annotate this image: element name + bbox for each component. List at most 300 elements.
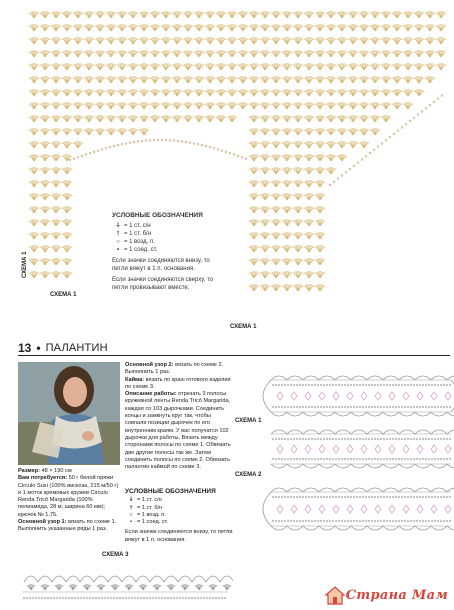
stitch-shell	[249, 24, 259, 31]
chain-stitch	[320, 458, 322, 460]
chain-stitch	[362, 438, 364, 440]
chain-stitch	[89, 597, 91, 599]
chain-stitch	[158, 597, 160, 599]
stitch-shell	[194, 37, 204, 44]
chain-stitch	[86, 597, 88, 599]
chain-stitch	[410, 384, 412, 386]
stitch-shell	[29, 232, 39, 239]
stitch-shell	[106, 115, 116, 122]
stitch-shell	[282, 245, 292, 252]
stitch-shell	[96, 584, 105, 590]
chain-stitch	[209, 597, 211, 599]
chain-stitch	[35, 597, 37, 599]
stitch-shell	[249, 128, 259, 135]
stitch-shell	[260, 89, 270, 96]
chain-stitch	[374, 438, 376, 440]
chain-stitch	[284, 496, 286, 498]
chain-stitch	[419, 520, 421, 522]
stitch-shell	[150, 11, 160, 18]
chain-stitch	[314, 384, 316, 386]
stitch-shell	[95, 24, 105, 31]
stitch-shell	[337, 154, 347, 161]
chain-stitch	[392, 458, 394, 460]
chain-stitch	[69, 159, 71, 161]
stitch-shell	[293, 245, 303, 252]
stitch-shell	[304, 245, 314, 252]
stitch-shell	[293, 258, 303, 265]
chain-stitch	[311, 496, 313, 498]
chain-stitch	[440, 438, 442, 440]
chain-stitch	[347, 406, 349, 408]
stitch-shell	[348, 63, 358, 70]
chain-stitch	[356, 496, 358, 498]
chain-stitch	[350, 438, 352, 440]
chain-stitch	[68, 597, 70, 599]
size-paragraph: Размер: 48 × 190 см	[18, 468, 72, 474]
stitch-shell	[370, 89, 380, 96]
chain-stitch	[416, 406, 418, 408]
stitch-shell	[40, 271, 50, 278]
chain-stitch	[275, 384, 277, 386]
stitch-shell	[271, 219, 281, 226]
stitch-shell	[51, 232, 61, 239]
stitch-shell	[29, 180, 39, 187]
chain-stitch	[398, 520, 400, 522]
stitch-shell	[62, 167, 72, 174]
stitch-shell	[293, 11, 303, 18]
stitch-shell	[150, 115, 160, 122]
stitch-shell	[315, 115, 325, 122]
schema-label: СХЕМА 2	[235, 472, 262, 478]
chain-stitch	[275, 520, 277, 522]
chain-stitch	[302, 520, 304, 522]
stitch-shell	[348, 76, 358, 83]
chain-stitch	[413, 458, 415, 460]
edging-arch	[164, 576, 178, 582]
chain-stitch	[349, 168, 351, 170]
stitch-shell	[304, 193, 314, 200]
stitch-shell	[26, 584, 35, 590]
stitch-shell	[62, 245, 72, 252]
stitch-shell	[124, 584, 133, 590]
stitch-shell	[381, 24, 391, 31]
stitch-shell	[326, 141, 336, 148]
chain-stitch	[446, 458, 448, 460]
chain-stitch	[404, 384, 406, 386]
chain-stitch	[152, 597, 154, 599]
stitch-shell	[40, 102, 50, 109]
chain-stitch	[293, 496, 295, 498]
stitch-shell	[40, 180, 50, 187]
stitch-shell	[304, 11, 314, 18]
stitch-shell	[172, 63, 182, 70]
stitch-shell	[392, 37, 402, 44]
stitch-shell	[51, 180, 61, 187]
stitch-shell	[337, 63, 347, 70]
stitch-shell	[128, 76, 138, 83]
chain-stitch	[161, 139, 163, 141]
chain-stitch	[326, 438, 328, 440]
stitch-shell	[260, 167, 270, 174]
stitch-shell	[282, 167, 292, 174]
chain-stitch	[380, 384, 382, 386]
edging-arch	[220, 576, 233, 582]
chain-stitch	[377, 496, 379, 498]
chain-stitch	[47, 597, 49, 599]
chain-stitch	[449, 520, 451, 522]
stitch-shell	[282, 141, 292, 148]
chain-stitch	[443, 406, 445, 408]
chain-stitch	[377, 458, 379, 460]
stitch-shell	[293, 89, 303, 96]
stitch-shell	[315, 154, 325, 161]
chain-stitch	[311, 406, 313, 408]
chain-stitch	[314, 458, 316, 460]
chain-stitch	[359, 384, 361, 386]
chain-stitch	[77, 156, 79, 158]
stitch-shell	[139, 37, 149, 44]
stitch-shell	[205, 24, 215, 31]
stitch-shell	[29, 167, 39, 174]
chain-stitch	[89, 152, 91, 154]
chain-stitch	[395, 438, 397, 440]
chain-stitch	[446, 406, 448, 408]
stitch-shell	[40, 219, 50, 226]
chain-stitch	[377, 438, 379, 440]
chain-stitch	[347, 520, 349, 522]
stitch-shell	[51, 128, 61, 135]
chain-stitch	[122, 597, 124, 599]
stitch-shell	[293, 37, 303, 44]
stitch-shell	[51, 219, 61, 226]
lace-ribbon	[271, 376, 454, 416]
chain-stitch	[278, 384, 280, 386]
chain-stitch	[386, 458, 388, 460]
edging-arch	[192, 576, 206, 582]
chain-stitch	[149, 139, 151, 141]
stitch-shell	[84, 63, 94, 70]
stitch-shell	[62, 232, 72, 239]
chain-stitch	[404, 496, 406, 498]
chain-stitch	[206, 597, 208, 599]
edging-arch	[38, 576, 52, 582]
bottom-legend	[125, 488, 233, 544]
chain-stitch	[341, 175, 343, 177]
stitch-shell	[205, 76, 215, 83]
chain-stitch	[437, 458, 439, 460]
chain-stitch	[278, 406, 280, 408]
stitch-shell	[348, 11, 358, 18]
stitch-shell	[326, 167, 336, 174]
schema-label: СХЕМА 1	[230, 324, 257, 330]
chain-stitch	[177, 140, 179, 142]
chain-stitch	[116, 597, 118, 599]
chain-stitch	[329, 406, 331, 408]
chain-stitch	[293, 438, 295, 440]
stitch-shell	[106, 37, 116, 44]
chain-stitch	[437, 384, 439, 386]
chain-stitch	[440, 458, 442, 460]
stitch-shell	[172, 102, 182, 109]
chain-stitch	[305, 520, 307, 522]
stitch-shell	[128, 24, 138, 31]
stitch-shell	[249, 76, 259, 83]
stitch-shell	[117, 63, 127, 70]
chain-stitch	[92, 597, 94, 599]
stitch-shell	[381, 37, 391, 44]
chain-stitch	[213, 147, 215, 149]
chain-stitch	[326, 406, 328, 408]
chain-stitch	[428, 406, 430, 408]
chain-stitch	[275, 458, 277, 460]
chain-stitch	[347, 458, 349, 460]
stitch-shell	[150, 76, 160, 83]
chain-stitch	[275, 438, 277, 440]
chain-stitch	[314, 438, 316, 440]
chain-stitch	[347, 384, 349, 386]
chain-stitch	[50, 597, 52, 599]
chain-stitch	[287, 458, 289, 460]
stitch-shell	[40, 11, 50, 18]
schema-label: СХЕМА 1	[235, 418, 262, 424]
chain-stitch	[392, 438, 394, 440]
chain-stitch	[353, 384, 355, 386]
chain-stitch	[311, 384, 313, 386]
stitch-shell	[271, 232, 281, 239]
stitch-shell	[326, 76, 336, 83]
stitch-shell	[271, 50, 281, 57]
chain-stitch	[404, 520, 406, 522]
chain-stitch	[401, 127, 403, 129]
stitch-shell	[337, 141, 347, 148]
stitch-shell	[381, 63, 391, 70]
chain-stitch	[113, 145, 115, 147]
chain-stitch	[368, 384, 370, 386]
stitch-shell	[282, 102, 292, 109]
stitch-shell	[139, 89, 149, 96]
chain-stitch	[287, 438, 289, 440]
chain-stitch	[409, 120, 411, 122]
stitch-shell	[84, 102, 94, 109]
chain-stitch	[170, 597, 172, 599]
stitch-shell	[436, 11, 446, 18]
stitch-shell	[425, 11, 435, 18]
stitch-shell	[216, 24, 226, 31]
chain-stitch	[385, 139, 387, 141]
stitch-shell	[249, 271, 259, 278]
schema-label: СХЕМА 3	[102, 552, 129, 558]
chain-stitch	[395, 458, 397, 460]
chain-stitch	[296, 458, 298, 460]
stitch-shell	[293, 232, 303, 239]
stitch-shell	[370, 24, 380, 31]
stitch-shell	[304, 206, 314, 213]
chain-stitch	[173, 597, 175, 599]
chain-stitch	[185, 141, 187, 143]
chain-stitch	[107, 597, 109, 599]
chain-stitch	[425, 496, 427, 498]
stitch-shell	[293, 115, 303, 122]
stitch-shell	[392, 11, 402, 18]
chain-stitch	[383, 406, 385, 408]
chain-stitch	[401, 406, 403, 408]
stitch-shell	[271, 37, 281, 44]
stitch-shell	[337, 37, 347, 44]
chain-stitch	[380, 438, 382, 440]
stitch-shell	[348, 141, 358, 148]
legend-note: Если значки соединяются внизу, то петли вяжут в 1 п. основания.	[112, 258, 210, 272]
stitch-shell	[370, 37, 380, 44]
stitch-shell	[208, 584, 217, 590]
chain-stitch	[296, 406, 298, 408]
chain-stitch	[377, 406, 379, 408]
chain-stitch	[419, 384, 421, 386]
stitch-shell	[271, 193, 281, 200]
chain-stitch	[311, 438, 313, 440]
edging-arch	[178, 576, 192, 582]
stitch-shell	[436, 63, 446, 70]
chain-stitch	[296, 520, 298, 522]
stitch-shell	[359, 89, 369, 96]
stitch-shell	[117, 102, 127, 109]
chain-stitch	[290, 438, 292, 440]
stitch-shell	[172, 115, 182, 122]
chain-stitch	[305, 438, 307, 440]
chain-stitch	[73, 158, 75, 160]
stitch-shell	[392, 102, 402, 109]
lace-ribbon	[271, 430, 454, 468]
chain-stitch	[281, 384, 283, 386]
stitch-shell	[282, 258, 292, 265]
chain-stitch	[386, 496, 388, 498]
chain-stitch	[317, 384, 319, 386]
stitch-shell	[370, 76, 380, 83]
stitch-shell	[260, 258, 270, 265]
chain-stitch	[419, 496, 421, 498]
stitch-shell	[172, 37, 182, 44]
chain-stitch	[197, 143, 199, 145]
stitch-shell	[282, 50, 292, 57]
stitch-shell	[194, 102, 204, 109]
chain-stitch	[83, 597, 85, 599]
chain-stitch	[284, 458, 286, 460]
stitch-shell	[238, 50, 248, 57]
chain-stitch	[389, 406, 391, 408]
chain-stitch	[431, 520, 433, 522]
chain-stitch	[329, 184, 331, 186]
stitch-shell	[249, 102, 259, 109]
description-paragraph: Описание работы: отрезать 3 полосы кружевной ленты Renda Tricô Margarida, каждая со 103 дырочками. Соединить концы и замкнуть круг так, чтобы совпали позиции дырочек по его внутренним краям. У вас получатся 102 дырочки для работы. Вязать между сторонами полосы по схеме 1. Обвязать две другие полосы так же. Затем соединить полосы по схеме 2. Обвязать палантин каймой по схеме 3.	[125, 391, 231, 471]
stitch-shell	[194, 115, 204, 122]
chain-stitch	[401, 384, 403, 386]
chain-stitch	[32, 597, 34, 599]
stitch-shell	[117, 50, 127, 57]
stitch-shell	[62, 115, 72, 122]
stitch-shell	[260, 232, 270, 239]
chain-stitch	[407, 438, 409, 440]
stitch-shell	[194, 63, 204, 70]
chain-stitch	[290, 406, 292, 408]
chain-stitch	[353, 438, 355, 440]
stitch-shell	[106, 63, 116, 70]
stitch-shell	[40, 37, 50, 44]
chain-stitch	[338, 496, 340, 498]
stitch-shell	[304, 180, 314, 187]
stitch-shell	[337, 24, 347, 31]
chain-stitch	[422, 406, 424, 408]
chain-stitch	[194, 597, 196, 599]
chain-stitch	[413, 520, 415, 522]
stitch-shell	[348, 24, 358, 31]
chain-stitch	[335, 438, 337, 440]
stitch-shell	[337, 11, 347, 18]
chain-stitch	[449, 458, 451, 460]
stitch-shell	[128, 89, 138, 96]
chain-stitch	[290, 520, 292, 522]
stitch-shell	[315, 219, 325, 226]
stitch-shell	[403, 24, 413, 31]
chain-stitch	[443, 458, 445, 460]
chain-stitch	[320, 406, 322, 408]
stitch-shell	[95, 76, 105, 83]
stitch-shell	[51, 271, 61, 278]
chain-stitch	[425, 406, 427, 408]
chain-stitch	[356, 520, 358, 522]
chain-stitch	[434, 458, 436, 460]
chain-stitch	[383, 520, 385, 522]
stitch-shell	[183, 11, 193, 18]
chain-stitch	[335, 520, 337, 522]
stitch-shell	[73, 89, 83, 96]
chain-stitch	[428, 496, 430, 498]
stitch-shell	[205, 37, 215, 44]
stitch-shell	[62, 141, 72, 148]
stitch-shell	[73, 50, 83, 57]
chain-stitch	[362, 458, 364, 460]
stitch-shell	[29, 102, 39, 109]
stitch-shell	[84, 24, 94, 31]
chain-stitch	[302, 496, 304, 498]
chain-stitch	[221, 597, 223, 599]
stitch-shell	[40, 154, 50, 161]
stitch-shell	[271, 167, 281, 174]
stitch-shell	[403, 63, 413, 70]
stitch-shell	[106, 76, 116, 83]
stitch-shell	[271, 271, 281, 278]
stitch-shell	[29, 11, 39, 18]
stitch-shell	[271, 128, 281, 135]
section-header	[18, 341, 450, 356]
chain-stitch	[296, 438, 298, 440]
stitch-shell	[95, 63, 105, 70]
chain-stitch	[422, 384, 424, 386]
stitch-shell	[62, 50, 72, 57]
chain-stitch	[437, 438, 439, 440]
chain-stitch	[422, 458, 424, 460]
stitch-shell	[425, 50, 435, 57]
stitch-shell	[381, 102, 391, 109]
chain-stitch	[441, 95, 443, 97]
chain-stitch	[155, 597, 157, 599]
stitch-shell	[62, 128, 72, 135]
chain-stitch	[413, 438, 415, 440]
chain-stitch	[125, 597, 127, 599]
stitch-shell	[106, 50, 116, 57]
stitch-shell	[348, 50, 358, 57]
chain-stitch	[281, 458, 283, 460]
chain-stitch	[416, 496, 418, 498]
stitch-shell	[282, 284, 292, 291]
